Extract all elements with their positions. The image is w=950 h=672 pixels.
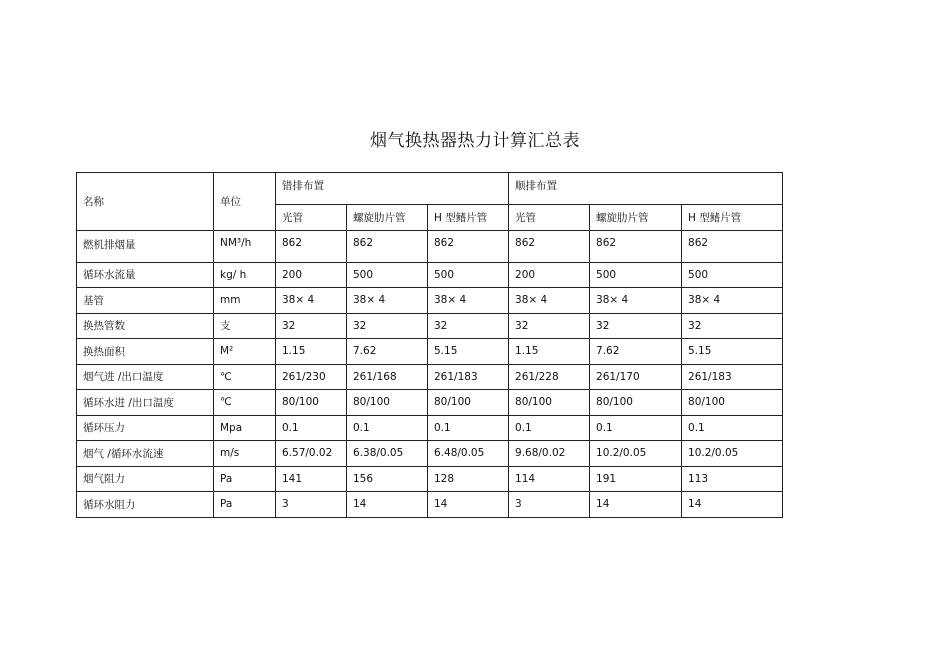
row-unit: m/s [214,441,276,467]
row-value: 80/100 [509,390,590,416]
row-value: 200 [509,262,590,288]
row-name: 燃机排烟量 [77,231,214,263]
header-row-groups [77,173,783,205]
header-subcol: 螺旋肋片管 [347,205,428,231]
row-unit: M² [214,339,276,365]
row-name: 循环水阻力 [77,492,214,518]
row-value: 261/170 [590,364,682,390]
row-name: 换热面积 [77,339,214,365]
row-value: 3 [509,492,590,518]
table-row [77,313,783,339]
table-row [77,288,783,314]
header-group-staggered: 错排布置 [276,173,509,205]
row-unit: Mpa [214,415,276,441]
header-subcol: 光管 [276,205,347,231]
row-value: 38× 4 [428,288,509,314]
row-value: 14 [590,492,682,518]
row-value: 14 [347,492,428,518]
table-row [77,231,783,263]
row-value: 261/183 [682,364,783,390]
row-name: 换热管数 [77,313,214,339]
header-name: 名称 [77,173,214,231]
row-value: 862 [347,231,428,263]
row-value: 32 [276,313,347,339]
row-unit: Pa [214,492,276,518]
table-row [77,339,783,365]
row-value: 862 [428,231,509,263]
header-group-inline: 顺排布置 [509,173,783,205]
row-unit: Pa [214,466,276,492]
summary-table [76,172,783,518]
row-name: 烟气阻力 [77,466,214,492]
row-value: 261/228 [509,364,590,390]
row-value: 9.68/0.02 [509,441,590,467]
row-value: 200 [276,262,347,288]
row-value: 32 [682,313,783,339]
row-value: 113 [682,466,783,492]
row-value: 862 [682,231,783,263]
row-value: 500 [682,262,783,288]
table-row [77,262,783,288]
table-row [77,415,783,441]
header-subcol: H 型鳍片管 [682,205,783,231]
row-value: 261/183 [428,364,509,390]
row-value: 1.15 [509,339,590,365]
row-value: 0.1 [347,415,428,441]
row-value: 38× 4 [347,288,428,314]
row-value: 862 [276,231,347,263]
row-value: 5.15 [682,339,783,365]
table-row [77,441,783,467]
row-value: 500 [347,262,428,288]
row-value: 128 [428,466,509,492]
row-value: 14 [428,492,509,518]
row-value: 500 [428,262,509,288]
row-value: 1.15 [276,339,347,365]
row-value: 7.62 [590,339,682,365]
header-subcol: H 型鳍片管 [428,205,509,231]
row-value: 80/100 [590,390,682,416]
row-value: 862 [509,231,590,263]
row-name: 循环水进 /出口温度 [77,390,214,416]
row-name: 循环压力 [77,415,214,441]
row-value: 0.1 [509,415,590,441]
row-value: 6.57/0.02 [276,441,347,467]
row-unit: kg/ h [214,262,276,288]
header-subcol: 光管 [509,205,590,231]
row-value: 114 [509,466,590,492]
row-value: 261/168 [347,364,428,390]
row-value: 80/100 [428,390,509,416]
row-value: 38× 4 [276,288,347,314]
row-name: 基管 [77,288,214,314]
row-value: 38× 4 [509,288,590,314]
header-unit: 单位 [214,173,276,231]
row-value: 38× 4 [682,288,783,314]
row-value: 10.2/0.05 [590,441,682,467]
row-value: 141 [276,466,347,492]
row-value: 14 [682,492,783,518]
row-unit: NM³/h [214,231,276,263]
header-subcol: 螺旋肋片管 [590,205,682,231]
row-value: 0.1 [428,415,509,441]
page-title: 烟气换热器热力计算汇总表 [370,131,580,151]
row-value: 0.1 [590,415,682,441]
row-unit: mm [214,288,276,314]
row-value: 32 [347,313,428,339]
row-unit: ℃ [214,364,276,390]
row-value: 6.38/0.05 [347,441,428,467]
row-name: 烟气 /循环水流速 [77,441,214,467]
row-value: 156 [347,466,428,492]
table-row [77,364,783,390]
row-value: 7.62 [347,339,428,365]
row-name: 烟气进 /出口温度 [77,364,214,390]
row-value: 32 [590,313,682,339]
row-value: 3 [276,492,347,518]
row-unit: ℃ [214,390,276,416]
row-value: 6.48/0.05 [428,441,509,467]
table-row [77,390,783,416]
row-value: 862 [590,231,682,263]
row-value: 191 [590,466,682,492]
row-value: 500 [590,262,682,288]
row-value: 32 [428,313,509,339]
row-value: 0.1 [682,415,783,441]
table-row [77,492,783,518]
row-value: 80/100 [682,390,783,416]
row-value: 0.1 [276,415,347,441]
row-value: 38× 4 [590,288,682,314]
row-value: 10.2/0.05 [682,441,783,467]
row-value: 80/100 [276,390,347,416]
row-value: 32 [509,313,590,339]
row-value: 261/230 [276,364,347,390]
row-name: 循环水流量 [77,262,214,288]
row-unit: 支 [214,313,276,339]
table-row [77,466,783,492]
row-value: 80/100 [347,390,428,416]
row-value: 5.15 [428,339,509,365]
